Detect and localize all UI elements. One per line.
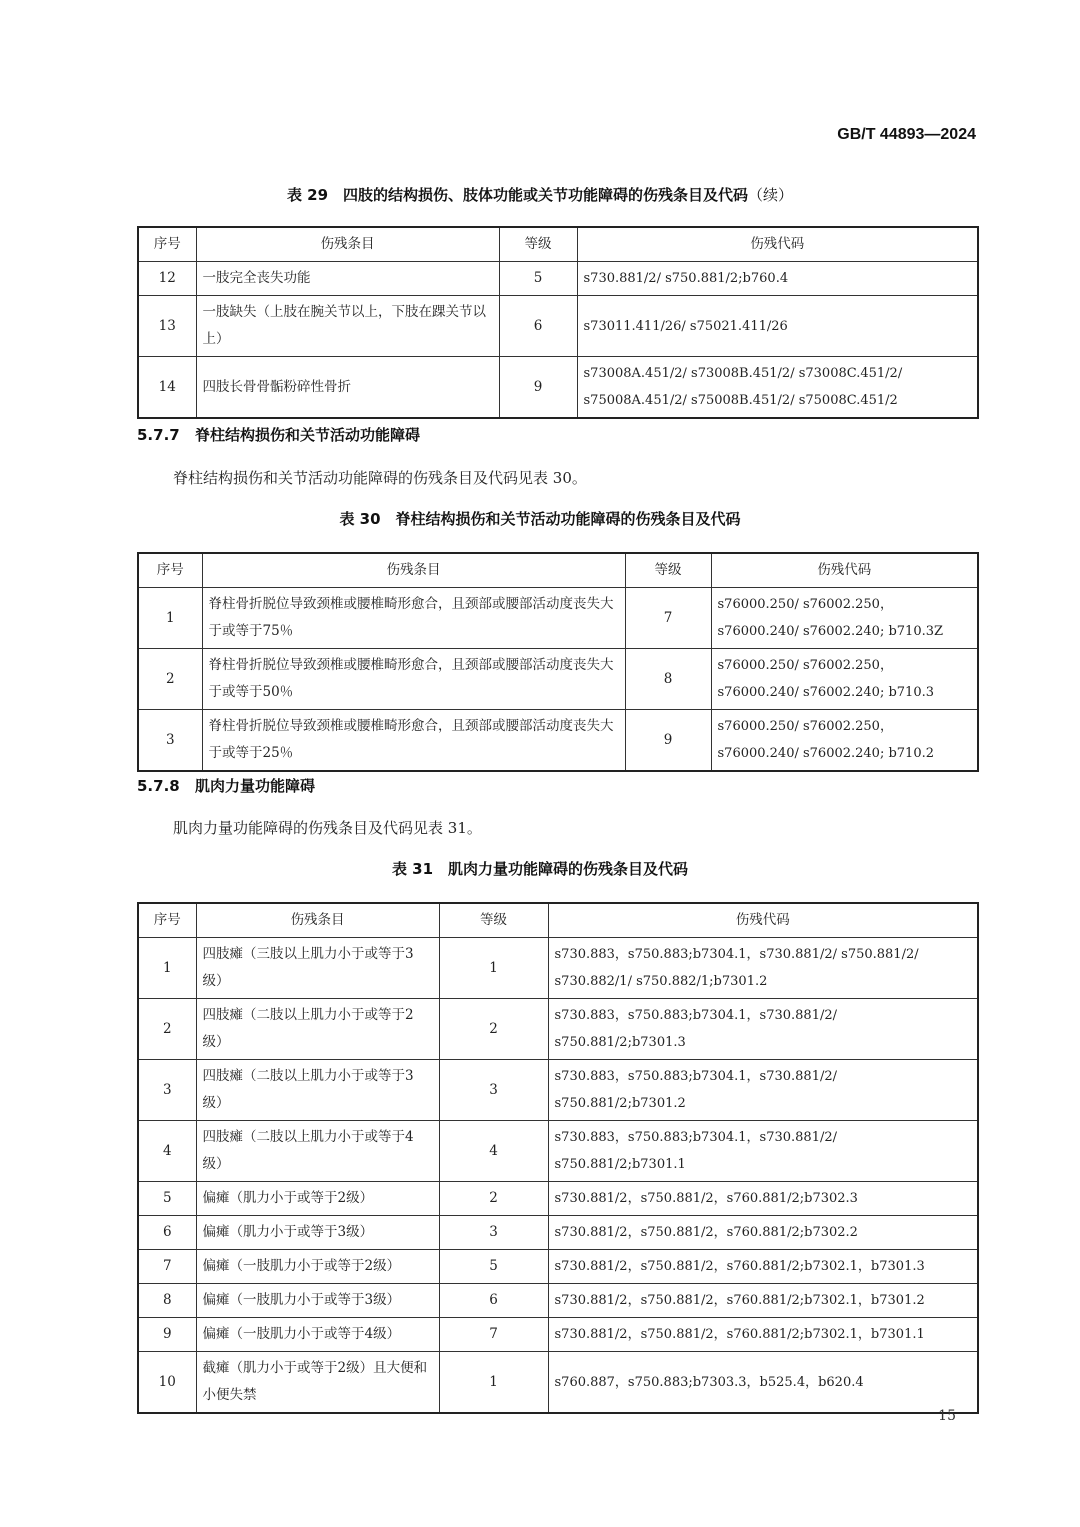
cell-no: 1 bbox=[138, 938, 196, 999]
cell-item: 四肢瘫（二肢以上肌力小于或等于4级） bbox=[196, 1121, 439, 1182]
column-header-item: 伤残条目 bbox=[202, 553, 625, 588]
section-title: 脊柱结构损伤和关节活动功能障碍 bbox=[195, 426, 421, 444]
column-header-no: 序号 bbox=[138, 903, 196, 938]
table29-caption-suffix: （续） bbox=[748, 186, 794, 204]
cell-grade: 3 bbox=[439, 1216, 548, 1250]
cell-code: s730.881/2，s750.881/2，s760.881/2;b7302.3 bbox=[548, 1182, 978, 1216]
cell-item: 脊柱骨折脱位导致颈椎或腰椎畸形愈合，且颈部或腰部活动度丧失大于或等于75％ bbox=[202, 588, 625, 649]
cell-grade: 4 bbox=[439, 1121, 548, 1182]
cell-code: s76000.250/ s76002.250，s76000.240/ s76002.240; b710.3 bbox=[711, 649, 978, 710]
section-number: 5.7.7 bbox=[137, 426, 180, 444]
cell-no: 6 bbox=[138, 1216, 196, 1250]
table-row bbox=[138, 1060, 978, 1121]
cell-grade: 3 bbox=[439, 1060, 548, 1121]
cell-grade: 8 bbox=[625, 649, 711, 710]
table-row bbox=[138, 710, 978, 772]
cell-item: 四肢长骨骨骺粉碎性骨折 bbox=[196, 357, 499, 419]
section-number: 5.7.8 bbox=[137, 777, 180, 795]
cell-grade: 6 bbox=[439, 1284, 548, 1318]
cell-grade: 5 bbox=[499, 262, 577, 296]
table-row bbox=[138, 999, 978, 1060]
table29-caption-text: 表 29 四肢的结构损伤、肢体功能或关节功能障碍的伤残条目及代码 bbox=[286, 186, 749, 204]
cell-code: s76000.250/ s76002.250，s76000.240/ s76002.240; b710.2 bbox=[711, 710, 978, 772]
cell-item: 偏瘫（一肢肌力小于或等于4级） bbox=[196, 1318, 439, 1352]
cell-code: s73008A.451/2/ s73008B.451/2/ s73008C.451/2/ s75008A.451/2/ s75008B.451/2/ s75008C.451/2 bbox=[577, 357, 978, 419]
cell-no: 14 bbox=[138, 357, 196, 419]
cell-item: 偏瘫（肌力小于或等于2级） bbox=[196, 1182, 439, 1216]
cell-no: 2 bbox=[138, 999, 196, 1060]
cell-code: s730.883，s750.883;b7304.1，s730.881/2/ s750.881/2;b7301.3 bbox=[548, 999, 978, 1060]
table-header-row bbox=[138, 553, 978, 588]
cell-grade: 9 bbox=[625, 710, 711, 772]
column-header-item: 伤残条目 bbox=[196, 903, 439, 938]
cell-no: 13 bbox=[138, 296, 196, 357]
page-number: 15 bbox=[938, 1408, 956, 1424]
cell-code: s730.881/2，s750.881/2，s760.881/2;b7302.1，b7301.1 bbox=[548, 1318, 978, 1352]
cell-no: 5 bbox=[138, 1182, 196, 1216]
cell-code: s730.883，s750.883;b7304.1，s730.881/2/ s750.881/2;b7301.1 bbox=[548, 1121, 978, 1182]
section-heading-5-7-8 bbox=[137, 775, 315, 796]
column-header-grade: 等级 bbox=[625, 553, 711, 588]
table-row bbox=[138, 1182, 978, 1216]
column-header-code: 伤残代码 bbox=[548, 903, 978, 938]
cell-grade: 1 bbox=[439, 938, 548, 999]
cell-code: s730.881/2，s750.881/2，s760.881/2;b7302.1，b7301.2 bbox=[548, 1284, 978, 1318]
cell-code: s730.883，s750.883;b7304.1，s730.881/2/ s750.881/2;b7301.2 bbox=[548, 1060, 978, 1121]
cell-grade: 5 bbox=[439, 1250, 548, 1284]
cell-no: 7 bbox=[138, 1250, 196, 1284]
cell-grade: 2 bbox=[439, 999, 548, 1060]
cell-grade: 9 bbox=[499, 357, 577, 419]
table29 bbox=[137, 226, 979, 419]
table-row bbox=[138, 938, 978, 999]
cell-item: 偏瘫（一肢肌力小于或等于3级） bbox=[196, 1284, 439, 1318]
cell-item: 一肢完全丧失功能 bbox=[196, 262, 499, 296]
column-header-grade: 等级 bbox=[499, 227, 577, 262]
cell-no: 4 bbox=[138, 1121, 196, 1182]
table29-caption bbox=[0, 184, 1080, 205]
table-row bbox=[138, 357, 978, 419]
section-paragraph: 肌肉力量功能障碍的伤残条目及代码见表 31。 bbox=[173, 819, 482, 837]
table31 bbox=[137, 902, 979, 1414]
cell-grade: 7 bbox=[625, 588, 711, 649]
table-row bbox=[138, 296, 978, 357]
cell-code: s73011.411/26/ s75021.411/26 bbox=[577, 296, 978, 357]
table-row bbox=[138, 1284, 978, 1318]
cell-code: s730.881/2，s750.881/2，s760.881/2;b7302.1，b7301.3 bbox=[548, 1250, 978, 1284]
table-row bbox=[138, 1318, 978, 1352]
section-heading-5-7-7 bbox=[137, 424, 420, 445]
column-header-item: 伤残条目 bbox=[196, 227, 499, 262]
cell-item: 偏瘫（肌力小于或等于3级） bbox=[196, 1216, 439, 1250]
section-title: 肌肉力量功能障碍 bbox=[195, 777, 316, 795]
cell-item: 一肢缺失（上肢在腕关节以上，下肢在踝关节以上） bbox=[196, 296, 499, 357]
cell-code: s730.881/2/ s750.881/2;b760.4 bbox=[577, 262, 978, 296]
column-header-code: 伤残代码 bbox=[577, 227, 978, 262]
table-row bbox=[138, 1352, 978, 1414]
column-header-grade: 等级 bbox=[439, 903, 548, 938]
table-row bbox=[138, 649, 978, 710]
table30 bbox=[137, 552, 979, 772]
cell-item: 脊柱骨折脱位导致颈椎或腰椎畸形愈合，且颈部或腰部活动度丧失大于或等于50％ bbox=[202, 649, 625, 710]
table-row bbox=[138, 588, 978, 649]
cell-item: 四肢瘫（二肢以上肌力小于或等于2级） bbox=[196, 999, 439, 1060]
cell-no: 3 bbox=[138, 710, 202, 772]
cell-grade: 1 bbox=[439, 1352, 548, 1414]
table31-caption: 表 31 肌肉力量功能障碍的伤残条目及代码 bbox=[391, 860, 689, 878]
cell-no: 2 bbox=[138, 649, 202, 710]
table30-caption: 表 30 脊柱结构损伤和关节活动功能障碍的伤残条目及代码 bbox=[339, 510, 741, 528]
cell-item: 四肢瘫（二肢以上肌力小于或等于3级） bbox=[196, 1060, 439, 1121]
cell-item: 截瘫（肌力小于或等于2级）且大便和小便失禁 bbox=[196, 1352, 439, 1414]
cell-grade: 7 bbox=[439, 1318, 548, 1352]
section-paragraph: 脊柱结构损伤和关节活动功能障碍的伤残条目及代码见表 30。 bbox=[173, 469, 587, 487]
cell-no: 3 bbox=[138, 1060, 196, 1121]
column-header-code: 伤残代码 bbox=[711, 553, 978, 588]
cell-no: 8 bbox=[138, 1284, 196, 1318]
cell-code: s76000.250/ s76002.250，s76000.240/ s76002.240; b710.3Z bbox=[711, 588, 978, 649]
cell-code: s730.883，s750.883;b7304.1，s730.881/2/ s750.881/2/ s730.882/1/ s750.882/1;b7301.2 bbox=[548, 938, 978, 999]
cell-code: s760.887，s750.883;b7303.3，b525.4，b620.4 bbox=[548, 1352, 978, 1414]
cell-no: 12 bbox=[138, 262, 196, 296]
cell-code: s730.881/2，s750.881/2，s760.881/2;b7302.2 bbox=[548, 1216, 978, 1250]
cell-no: 10 bbox=[138, 1352, 196, 1414]
table-header-row bbox=[138, 227, 978, 262]
cell-item: 四肢瘫（三肢以上肌力小于或等于3级） bbox=[196, 938, 439, 999]
cell-no: 9 bbox=[138, 1318, 196, 1352]
cell-no: 1 bbox=[138, 588, 202, 649]
column-header-no: 序号 bbox=[138, 227, 196, 262]
table-header-row bbox=[138, 903, 978, 938]
cell-grade: 6 bbox=[499, 296, 577, 357]
table-row bbox=[138, 1216, 978, 1250]
table-row bbox=[138, 1250, 978, 1284]
table-row bbox=[138, 1121, 978, 1182]
cell-grade: 2 bbox=[439, 1182, 548, 1216]
cell-item: 脊柱骨折脱位导致颈椎或腰椎畸形愈合，且颈部或腰部活动度丧失大于或等于25％ bbox=[202, 710, 625, 772]
standard-code: GB/T 44893—2024 bbox=[837, 126, 976, 143]
table-row bbox=[138, 262, 978, 296]
column-header-no: 序号 bbox=[138, 553, 202, 588]
cell-item: 偏瘫（一肢肌力小于或等于2级） bbox=[196, 1250, 439, 1284]
